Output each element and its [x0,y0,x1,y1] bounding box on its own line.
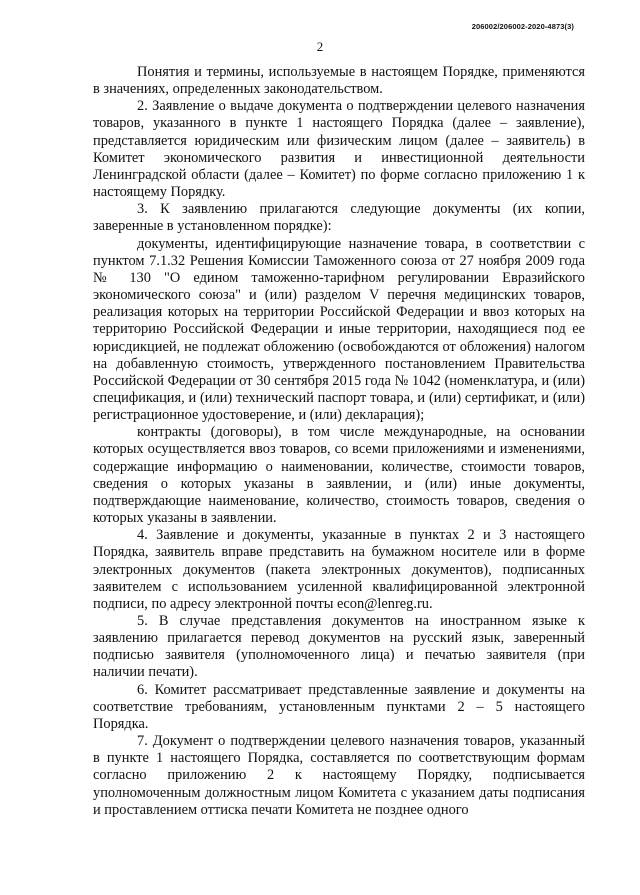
paragraph-4-submission: 4. Заявление и документы, указанные в пунктах 2 и 3 настоящего Порядка, заявитель вправе представить на бумажном носителе или в форме электронных документов (пакета электронных документов), подписанных заявителем с использованием усиленной квалифицированной электронной подписи, по адресу электронной почты econ@lenreg.ru. [93,527,585,612]
paragraph-7-confirmation-document: 7. Документ о подтверждении целевого назначения товаров, указанный в пункте 1 настоящего Порядка, составляется по соответствующим формам согласно приложению 2 к настоящему Порядку, подписывается уполномоченным должностным лицом Комитета с указанием даты подписания и проставлением оттиска печати Комитета не позднее одного [93,733,585,818]
paragraph-5-translation: 5. В случае представления документов на иностранном языке к заявлению прилагается перевод документов на русский язык, заверенный подписью заявителя (уполномоченного лица) и печатью заявителя (при наличии печати). [93,613,585,681]
paragraph-3-attachments: 3. К заявлению прилагаются следующие документы (их копии, заверенные в установленном порядке): [93,201,585,235]
paragraph-terms: Понятия и термины, используемые в настоящем Порядке, применяются в значениях, определенных законодательством. [93,64,585,98]
paragraph-6-review: 6. Комитет рассматривает представленные заявление и документы на соответствие требованиям, установленным пунктами 2 – 5 настоящего Порядка. [93,681,585,732]
document-registration-number: 206002/206002-2020-4873(3) [471,22,574,31]
document-body [93,64,585,819]
paragraph-2-application: 2. Заявление о выдаче документа о подтверждении целевого назначения товаров, указанного в пункте 1 настоящего Порядка (далее – заявление), представляется юридическим или физическим лицом (далее – заявитель) в Комитет экономического развития и инвестиционной деятельности Ленинградской области (далее – Комитет) по форме согласно приложению 1 к настоящему Порядку. [93,98,585,201]
paragraph-3-item-identifying-documents: документы, идентифицирующие назначение товара, в соответствии с пунктом 7.1.32 Решения Комиссии Таможенного союза от 27 ноября 2009 года № 130 "О едином таможенно-тарифном регулировании Евразийского экономического союза" и (или) разделом V перечня медицинских товаров, реализация которых на территории Российской Федерации и ввоз которых на территорию Российской Федерации и иные территории, находящиеся под ее юрисдикцией, не подлежат обложению (освобождаются от обложения) налогом на добавленную стоимость, утвержденного постановлением Правительства Российской Федерации от 30 сентября 2015 года № 1042 (номенклатура, и (или) спецификация, и (или) технический паспорт товара, и (или) сертификат, и (или) регистрационное удостоверение, и (или) декларация); [93,235,585,424]
paragraph-3-item-contracts: контракты (договоры), в том числе международные, на основании которых осуществляется ввоз товаров, со всеми приложениями и изменениями, содержащие информацию о наименовании, количестве, стоимости товаров, сведения о которых указаны в заявлении, и (или) иные документы, подтверждающие наименование, количество, стоимость товаров, сведения о которых указаны в заявлении. [93,424,585,527]
page-number: 2 [316,39,324,54]
